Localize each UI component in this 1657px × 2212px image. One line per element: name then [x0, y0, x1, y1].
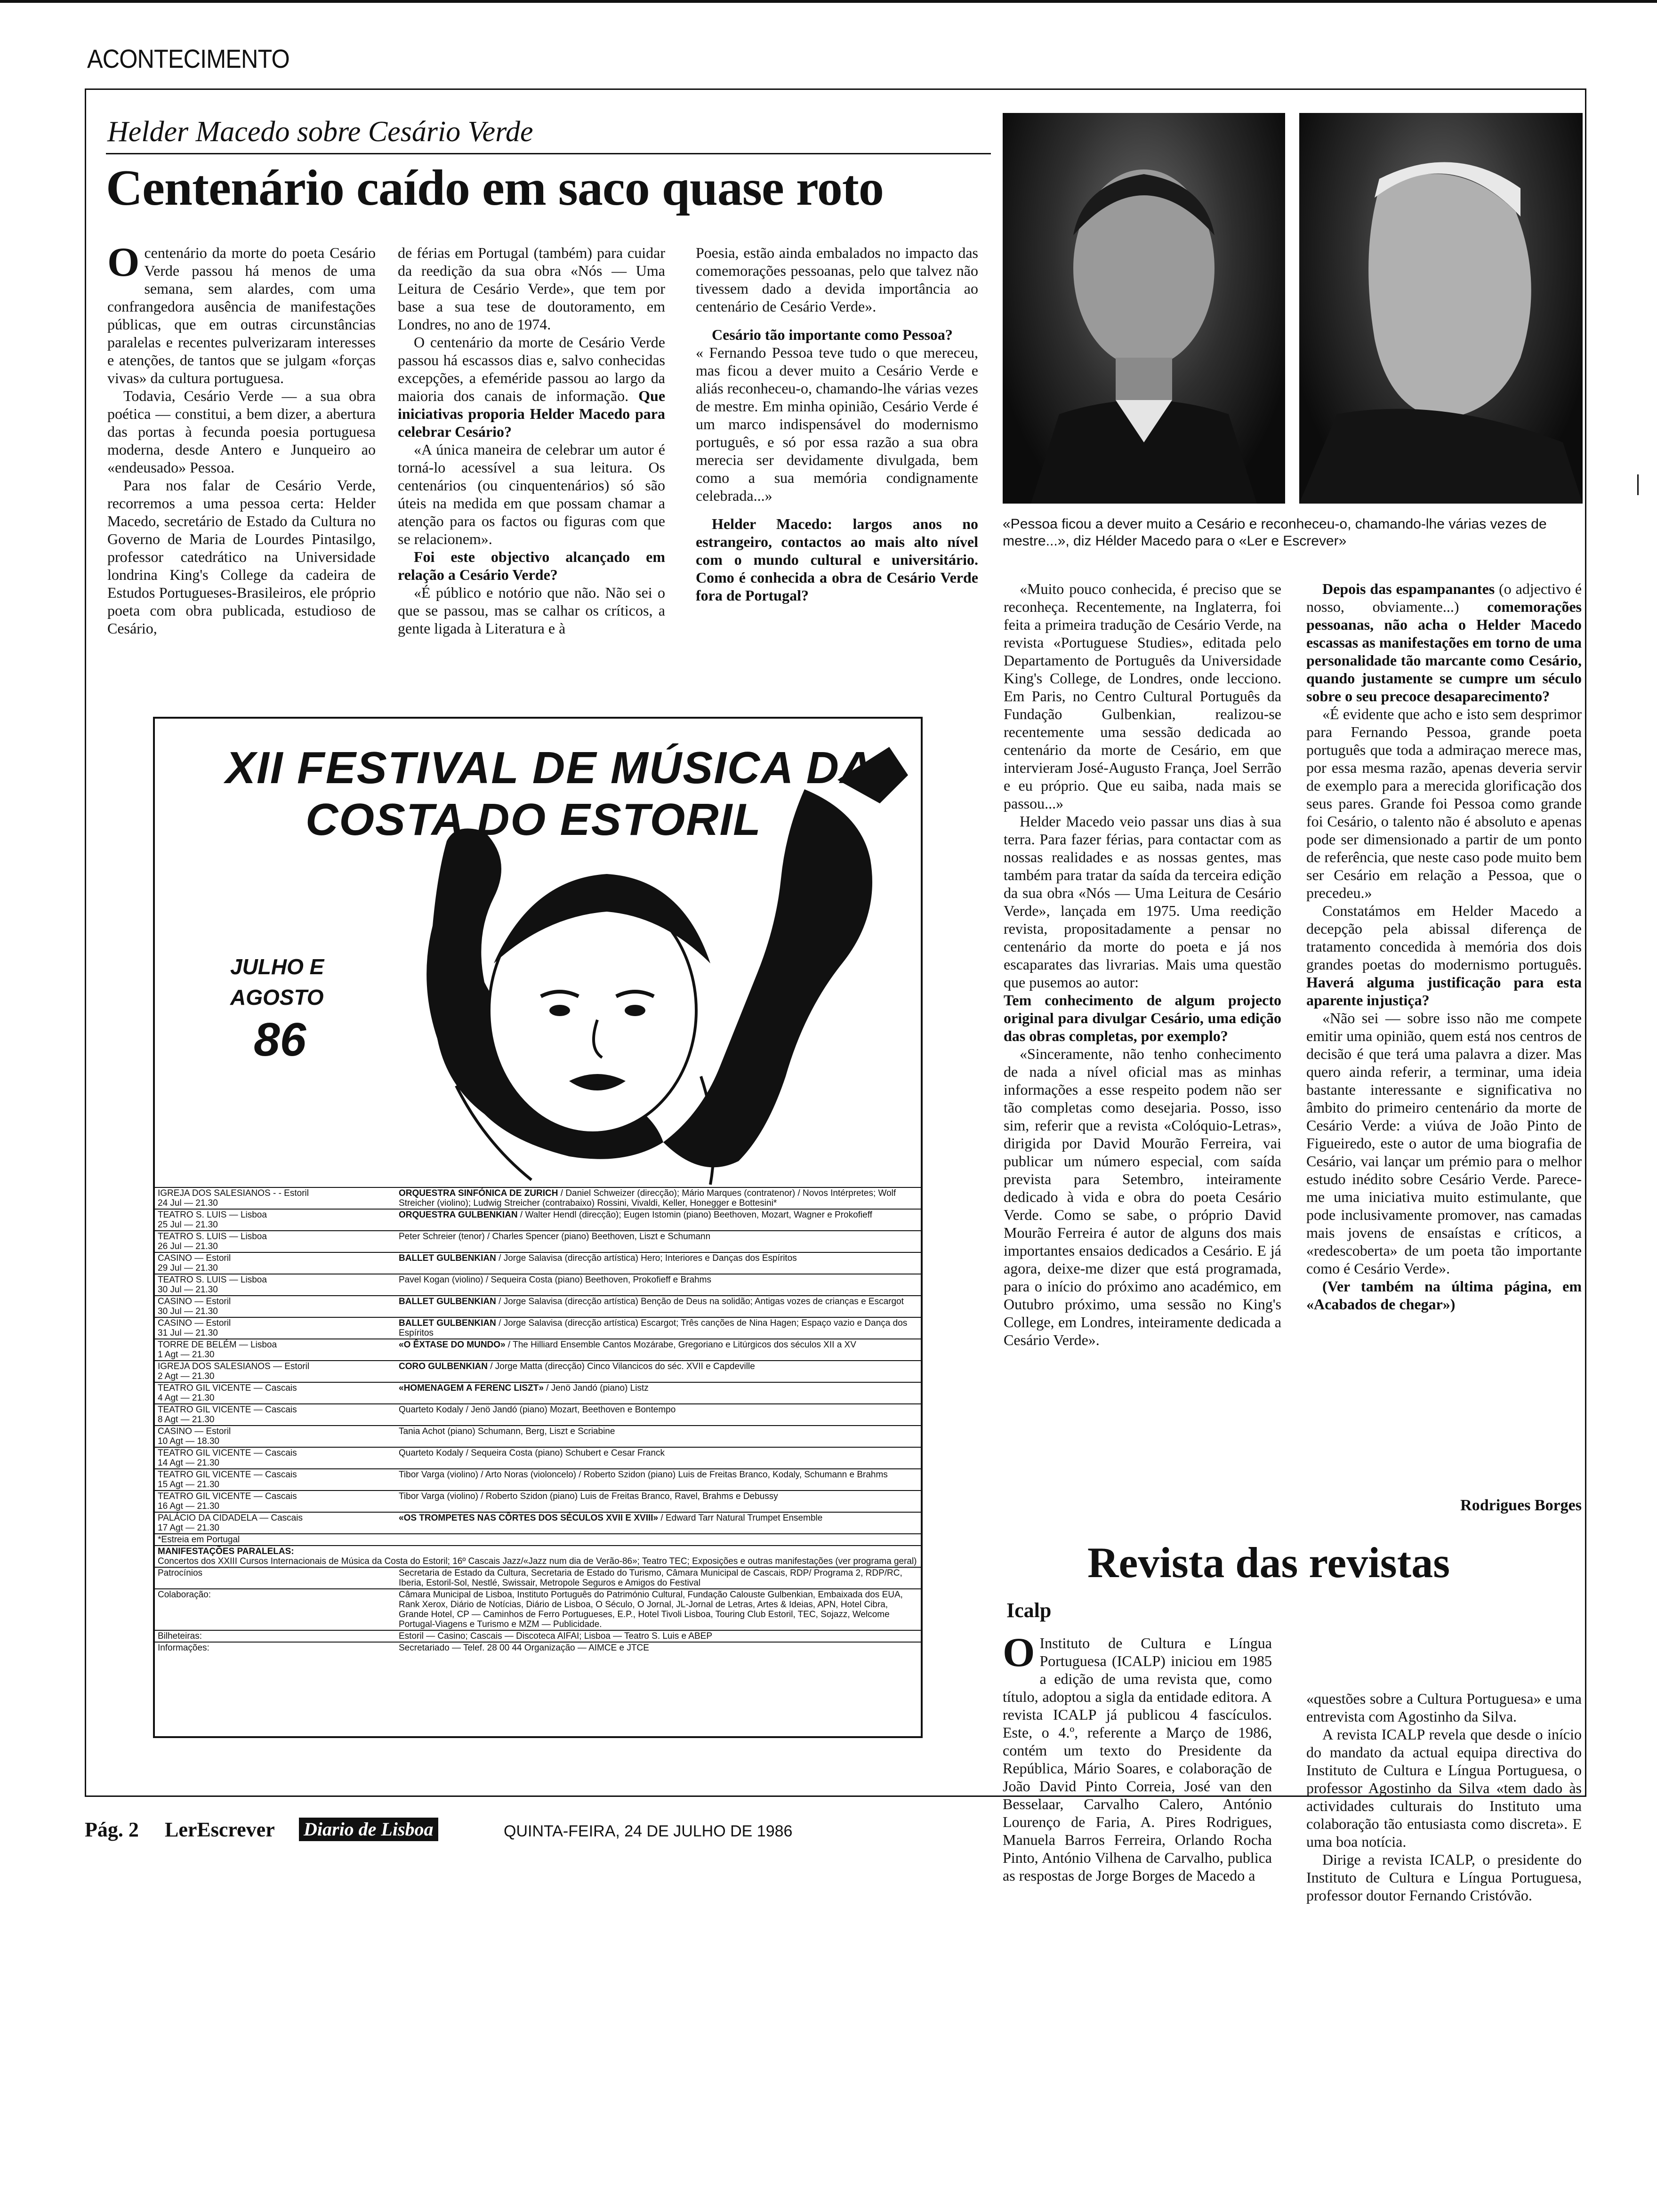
question-3: Cesário tão importante como Pessoa? — [712, 326, 953, 343]
schedule-row — [155, 1317, 921, 1339]
footer-page: Pág. 2 — [85, 1818, 139, 1841]
kicker-rule — [106, 153, 991, 154]
schedule-row — [155, 1382, 921, 1404]
question-5: Tem conhecimento de algum projecto original para divulgar Cesário, uma edição das obras completas, por exemplo? — [1004, 992, 1281, 1044]
schedule-program: Quarteto Kodaly / Sequeira Costa (piano) Schubert e Cesar Franck — [396, 1447, 921, 1469]
patrocinios-row: Patrocínios Secretaria de Estado da Cultura, Secretaria de Estado do Turismo, Câmara Municipal de Cascais, RDP/ Programa 2, RDP/RC, Iberia, Estoril-Sol, Nestlé, Swissair, Metropole Seguros e Amigos do Festival — [155, 1567, 921, 1589]
article-col-2: de férias em Portugal (também) para cuidar da reedição da sua obra «Nós — Uma Leitura de Cesário Verde», que tem por base a sua tese de doutoramento, em Londres, no ano de 1974. O centenário da morte de Cesário Verde passou há escassos dias e, salvo conhecidas excepções, a efeméride passou ao largo da maioria dos canais de informação. Que iniciativas proporia Helder Macedo para celebrar Cesário? «A única maneira de celebrar um autor é torná-lo acessível a sua leitura. Os centenários (ou cinquentenários) só são úteis na medida em que possam chamar a atenção para os factos ou figuras com que se relacionem». Foi este objectivo alcançado em relação a Cesário Verde? «É público e notório que não. Não sei o que se passou, mas se calhar os críticos, a gente ligada à Literatura e à — [398, 244, 666, 637]
schedule-program: BALLET GULBENKIAN / Jorge Salavisa (direcção artística) Hero; Interiores e Danças dos Espíritos — [396, 1252, 921, 1274]
schedule-program: Tania Achot (piano) Schumann, Berg, Liszt e Scriabine — [396, 1426, 921, 1447]
schedule-program: CORO GULBENKIAN / Jorge Matta (direcção) Cinco Vilancicos do séc. XVII e Capdeville — [396, 1361, 921, 1382]
article-kicker: Helder Macedo sobre Cesário Verde — [107, 116, 533, 148]
schedule-row — [155, 1469, 921, 1491]
estreia-note: *Estreia em Portugal — [155, 1534, 921, 1546]
question-2: Foi este objectivo alcançado em relação a Cesário Verde? — [398, 548, 665, 583]
schedule-row — [155, 1512, 921, 1534]
photo-young-pessoa — [1003, 113, 1285, 504]
schedule-row — [155, 1361, 921, 1382]
schedule-program: BALLET GULBENKIAN / Jorge Salavisa (direcção artística) Escargot; Três canções de Nina Hagen; Espaço vazio e Dança dos Espíritos — [396, 1317, 921, 1339]
schedule-venue: CASINO — Estoril 30 Jul — 21.30 — [155, 1296, 396, 1317]
revista-title: Revista das revistas — [1087, 1539, 1450, 1587]
schedule-row — [155, 1404, 921, 1426]
schedule-program: Peter Schreier (tenor) / Charles Spencer (piano) Beethoven, Liszt e Schumann — [396, 1231, 921, 1252]
footer-newspaper-logo: Diario de Lisboa — [299, 1818, 438, 1841]
schedule-venue: CASINO — Estoril 29 Jul — 21.30 — [155, 1252, 396, 1274]
schedule-program: Pavel Kogan (violino) / Sequeira Costa (piano) Beethoven, Prokofieff e Brahms — [396, 1274, 921, 1296]
schedule-program: «O ÊXTASE DO MUNDO» / The Hilliard Ensemble Cantos Mozárabe, Gregoriano e Litúrgicos dos séculos XII a XV — [396, 1339, 921, 1361]
schedule-venue: TEATRO GIL VICENTE — Cascais 16 Agt — 21.30 — [155, 1491, 396, 1512]
question-7: Haverá alguma justificação para esta aparente injustiça? — [1306, 974, 1582, 1009]
revista-dropcap: O — [1003, 1630, 1035, 1675]
schedule-program: Quarteto Kodaly / Jenö Jandó (piano) Mozart, Beethoven e Bontempo — [396, 1404, 921, 1426]
revista-col-1: O Instituto de Cultura e Língua Portuguesa (ICALP) iniciou em 1985 a edição de uma revista que, como título, adoptou a sigla da entidade editora. A revista ICALP já publicou 4 fascículos. Este, o 4.º, referente a Março de 1986, contém um texto do Presidente da República, Mário Soares, e colaboração de João David Pinto Correia, José van den Besselaar, Carvalho Calero, António Lourenço de Faria, A. Pires Rodrigues, Manuela Barros Ferreira, Orlando Rocha Pinto, António Vilhena de Carvalho, publica as respostas de Jorge Borges de Macedo a — [1003, 1630, 1272, 1884]
schedule-row — [155, 1296, 921, 1317]
paralelas-row: MANIFESTAÇÕES PARALELAS: Concertos dos XXIII Cursos Internacionais de Música da Costa do Estoril; 16º Cascais Jazz/«Jazz num dia de Verão-86»; Teatro TEC; Exposições e outras manifestações (ver programa geral) — [155, 1546, 921, 1567]
schedule-program: ORQUESTRA GULBENKIAN / Walter Hendl (direcção); Eugen Istomin (piano) Beethoven, Mozart, Wagner e Prokofieff — [396, 1209, 921, 1231]
byline: Rodrigues Borges — [1460, 1497, 1582, 1514]
festival-title-line-2: COSTA DO ESTORIL — [306, 794, 762, 845]
schedule-venue: TEATRO S. LUIS — Lisboa 26 Jul — 21.30 — [155, 1231, 396, 1252]
schedule-venue: TORRE DE BELÉM — Lisboa 1 Agt — 21.30 — [155, 1339, 396, 1361]
schedule-row — [155, 1447, 921, 1469]
festival-schedule — [155, 1187, 921, 1653]
schedule-row — [155, 1209, 921, 1231]
schedule-venue: TEATRO GIL VICENTE — Cascais 14 Agt — 21.30 — [155, 1447, 396, 1469]
schedule-row — [155, 1274, 921, 1296]
schedule-venue: TEATRO GIL VICENTE — Cascais 8 Agt — 21.30 — [155, 1404, 396, 1426]
top-rule — [0, 0, 1657, 3]
margin-mark — [1637, 474, 1639, 495]
informacoes-row: Informações: Secretariado — Telef. 28 00 44 Organização — AIMCE e JTCE — [155, 1642, 921, 1653]
article-col-4: «Muito pouco conhecida, é preciso que se reconheça. Recentemente, na Inglaterra, foi feita a primeira tradução de Cesário Verde, na revista «Portuguese Studies», editada pelo Departamento de Português da Universidade King's College, de Londres, onde lecciono. Em Paris, no Centro Cultural Português da Fundação Gulbenkian, realizou-se recentemente uma sessão dedicada ao centenário da morte de Cesário, em que intervieram José-Augusto França, Joel Serrão e eu próprio. Que eu saiba, nada mais se passou...» Helder Macedo veio passar uns dias à sua terra. Para fazer férias, para contactar com as nossas realidades e as nossas gentes, mas também para tratar da saída da terceira edição da sua obra «Nós — Uma Leitura de Cesário Verde», lançada em 1975. Uma reedição revista, propositadamente a pensar no centenário da morte do poeta e já nos escaparates das livrarias. Mais uma questão que pusemos ao autor: Tem conhecimento de algum projecto original para divulgar Cesário, uma edição das obras completas, por exemplo? «Sinceramente, não tenho conhecimento de nada a nível oficial mas as minhas informações a esse respeito podem não ser tão completas como desejaria. Posso, isso sim, referir que a revista «Colóquio-Letras», dirigida por David Mourão Ferreira, vai publicar um número especial, com saída prevista para Setembro, inteiramente dedicado à vida e obra do poeta Cesário Verde. Como se sabe, o próprio David Mourão Ferreira é autor de alguns dos mais importantes ensaios dedicados a Cesário. E já agora, deixe-me dizer que está programada, para o início do próximo ano académico, em Outubro próximo, uma sessão no King's College, em Londres, inteiramente dedicada a Cesário Verde». — [1004, 580, 1281, 1348]
schedule-venue: CASINO — Estoril 10 Agt — 18.30 — [155, 1426, 396, 1447]
schedule-venue: TEATRO GIL VICENTE — Cascais 4 Agt — 21.30 — [155, 1382, 396, 1404]
portrait-illustration — [1003, 113, 1285, 504]
schedule-program: «HOMENAGEM A FERENC LISZT» / Jenö Jandó (piano) Listz — [396, 1382, 921, 1404]
section-header: ACONTECIMENTO — [87, 44, 290, 73]
revista-subhead: Icalp — [1006, 1599, 1052, 1622]
question-4: Helder Macedo: largos anos no estrangeiro, contactos ao mais alto nível com o mundo cultural e universitário. Como é conhecida a obra de Cesário Verde fora de Portugal? — [696, 515, 978, 604]
schedule-venue: TEATRO S. LUIS — Lisboa 30 Jul — 21.30 — [155, 1274, 396, 1296]
schedule-program: ORQUESTRA SINFÓNICA DE ZURICH / Daniel Schweizer (direcção); Mário Marques (contratenor) / Novos Intérpretes; Wolf Streicher (violino); Ludwig Streicher (contrabaixo) Rossini, Vivaldi, Keller, Honegger e Bottesini* — [396, 1187, 921, 1209]
photo-helder-macedo — [1299, 113, 1583, 504]
festival-dates-line-2: AGOSTO — [230, 985, 324, 1010]
schedule-row — [155, 1491, 921, 1512]
footer-date: QUINTA-FEIRA, 24 DE JULHO DE 1986 — [504, 1822, 793, 1840]
schedule-row — [155, 1187, 921, 1209]
schedule-program: BALLET GULBENKIAN / Jorge Salavisa (direcção artística) Bençãо de Deus na solidão; Antigas vozes de crianças e Escargot — [396, 1296, 921, 1317]
schedule-row — [155, 1252, 921, 1274]
dropcap: O — [107, 240, 140, 285]
festival-ad — [153, 717, 923, 1738]
revista-col-2: «questões sobre a Cultura Portuguesa» e uma entrevista com Agostinho da Silva. A revista ICALP revela que desde o início do mandato da actual equipa directiva do Instituto de Cultura e Língua Portuguesa, o professor Agostinho da Silva «tem dado às actividades culturais do Instituto uma colaboração tão entusiasta como discreta». E uma boa notícia. Dirige a revista ICALP, o presidente do Instituto de Cultura e Língua Portuguesa, professor doutor Fernando Cristóvão. — [1306, 1690, 1582, 1904]
schedule-row — [155, 1426, 921, 1447]
schedule-program: Tibor Varga (violino) / Roberto Szidon (piano) Luis de Freitas Branco, Ravel, Brahms e Debussy — [396, 1491, 921, 1512]
colaboracao-row: Colaboração: Câmara Municipal de Lisboa, Instituto Português do Património Cultural, Fundação Calouste Gulbenkian, Embaixada dos EUA, Rank Xerox, Diário de Notícias, Diário de Lisboa, O Século, O Jornal, JL-Jornal de Letras, Artes & Ideias, APN, Hotel Cibra, Grande Hotel, CP — Caminhos de Ferro Portugueses, E.P., Hotel Tivoli Lisboa, Touring Club Estoril, TEC, Sojazz, Welcome Portugal-Viagens e Turismo e MZM — Publicidade. — [155, 1589, 921, 1630]
schedule-program: «OS TROMPETES NAS CÔRTES DOS SÉCULOS XVII E XVIII» / Edward Tarr Natural Trumpet Ensemble — [396, 1512, 921, 1534]
article-col-5: Depois das espampanantes (o adjectivo é nosso, obviamente...) comemorações pessoanas, não acha o Helder Macedo escassas as manifestações em torno de uma personalidade tão marcante como Cesário, quando justamente se cumpre um século sobre o seu precoce desaparecimento? «É evidente que acho e isto sem desprimor para Fernando Pessoa, grande poeta português que toda a admiraçao merece mas, por essa mesma razão, apenas deveria servir de exemplo para a merecida glorificação dos seus pares. Grande foi Pessoa como grande foi Cesário, o talento não é absoluto e apenas pode ser dimensionado a partir de um ponto de referência, que neste caso pode muito bem ser Cesário em relação a Pessoa, que o precedeu.» Constatámos em Helder Macedo a decepção pela abissal diferença de tratamento concedida à memória dos dois grandes poetas do modernismo português. Haverá alguma justificação para esta aparente injustiça? «Não sei — sobre isso não me compete emitir uma opinião, quem está nos centros de decisão é que terá uma palavra a dizer. Mas quero ainda referir, a terminar, uma ideia bastante interessante e significativa no âmbito do primeiro centenário da morte de Cesário Verde: a viúva de João Pinto de Figueiredo, este o autor de uma biografia de Cesário, vai lançar um prémio para o melhor estudo inédito sobre Cesário Verde. Parece-me uma iniciativa muito estimulante, que pode inclusivamente promover, nas camadas mais jovens de ensaístas e críticos, a «redescoberta» de um poeta tão importante como é Cesário Verde». (Ver também na última página, em «Acabados de chegar») — [1306, 580, 1582, 1313]
footer-supplement: LerEscrever — [165, 1818, 275, 1841]
bilheteiras-row: Bilheteiras: Estoril — Casino; Cascais — Discoteca AIFAI; Lisboa — Teatro S. Luis e ABEP — [155, 1630, 921, 1642]
schedule-venue: CASINO — Estoril 31 Jul — 21.30 — [155, 1317, 396, 1339]
schedule-venue: TEATRO S. LUIS — Lisboa 25 Jul — 21.30 — [155, 1209, 396, 1231]
portrait-illustration — [1299, 113, 1583, 504]
schedule-venue: IGREJA DOS SALESIANOS - - Estoril 24 Jul — 21.30 — [155, 1187, 396, 1209]
article-title: Centenário caído em saco quase roto — [106, 160, 884, 216]
question-6-lead: Depois das espampanantes — [1322, 580, 1495, 597]
festival-program — [155, 1187, 921, 1653]
schedule-venue: PALÁCIO DA CIDADELA — Cascais 17 Agt — 21.30 — [155, 1512, 396, 1534]
festival-year: 86 — [254, 1013, 306, 1066]
schedule-row — [155, 1339, 921, 1361]
article-col-1: Ocentenário da morte do poeta Cesário Verde passou há menos de uma semana, sem alardes, com uma confrangedora ausência de manifestações públicas, que em outras circunstâncias paralelas e recentes pulverizaram interesses e atenções, de tantos que se julgam «forças vivas» da cultura portuguesa. Todavia, Cesário Verde — a sua obra poética — constitui, a bem dizer, a abertura das portas à fecunda poesia portuguesa moderna, desde Antero e Junqueiro ao «endeusado» Pessoa. Para nos falar de Cesário Verde, recorremos a uma pessoa certa: Helder Macedo, secretário de Estado da Cultura no Governo de Maria de Lourdes Pintasilgo, professor catedrático na Universidade londrina King's College da cadeira de Estudos Portugueses-Brasileiros, ele próprio poeta com obra publicada, estudioso de Cesário, — [107, 240, 376, 637]
schedule-venue: IGREJA DOS SALESIANOS — Estoril 2 Agt — 21.30 — [155, 1361, 396, 1382]
photo-caption: «Pessoa ficou a dever muito a Cesário e reconheceu-o, chamando-lhe várias vezes de mestre...», diz Hélder Macedo para o «Ler e Escrever» — [1003, 516, 1547, 549]
question-6: comemorações pessoanas, não acha o Helder Macedo escassas as manifestações em torno de uma personalidade tão marcante como Cesário, quando justamente se cumpre um século sobre o seu precoce desaparecimento? — [1306, 598, 1582, 705]
schedule-row — [155, 1231, 921, 1252]
question-1: Que iniciativas proporia Helder Macedo para celebrar Cesário? — [398, 387, 666, 440]
schedule-program: Tibor Varga (violino) / Arto Noras (violoncelo) / Roberto Szidon (piano) Luis de Freitas Branco, Kodaly, Schumann e Brahms — [396, 1469, 921, 1491]
schedule-venue: TEATRO GIL VICENTE — Cascais 15 Agt — 21.30 — [155, 1469, 396, 1491]
festival-title-line-1: XII FESTIVAL DE MÚSICA DA — [225, 743, 874, 793]
see-also: (Ver também na última página, em «Acabados de chegar») — [1306, 1278, 1582, 1313]
article-col-3: Poesia, estão ainda embalados no impacto das comemorações pessoanas, pelo que talvez não tivessem dado a devida importância ao centenário de Cesário Verde». Cesário tão importante como Pessoa? « Fernando Pessoa teve tudo o que mereceu, mas ficou a dever muito a Cesário Verde e aliás reconheceu-o, chamando-lhe várias vezes de mestre. Em minha opinião, Cesário Verde é um marco indispensável do modernismo português, e só por essa razão a sua obra merecia ser devidamente divulgada, bem como a sua memória condignamente celebrada...» Helder Macedo: largos anos no estrangeiro, contactos ao mais alto nível com o mundo cultural e universitário. Como é conhecida a obra de Cesário Verde fora de Portugal? — [696, 244, 978, 604]
festival-dates-line-1: JULHO E — [230, 954, 324, 979]
